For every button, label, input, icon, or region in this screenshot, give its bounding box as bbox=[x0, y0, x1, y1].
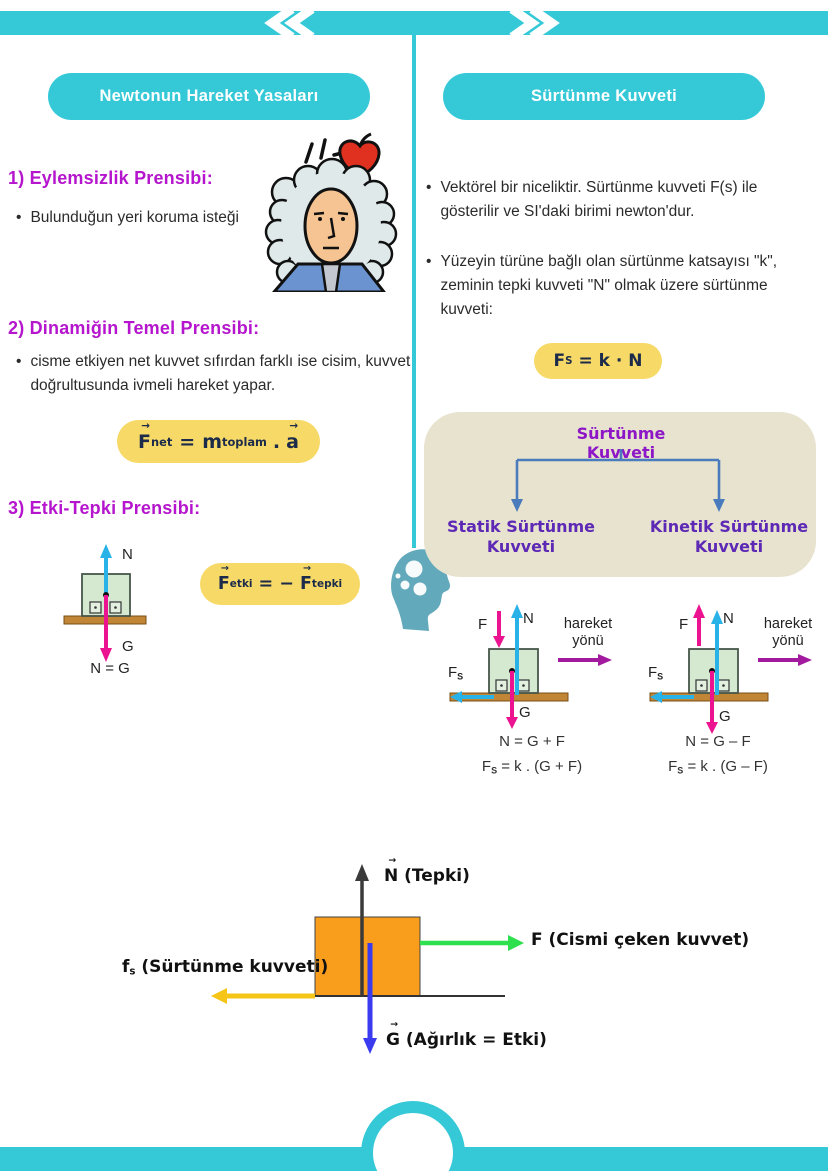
friction-bullet-2-text: Yüzeyin türüne bağlı olan sürtünme katsayısı "k", zeminin tepki kuvveti "N" olmak üzere sürtünme kuvveti: bbox=[440, 253, 778, 319]
label-n: N bbox=[523, 610, 534, 627]
motion-direction-label: hareket yönü bbox=[563, 616, 613, 650]
bottom-banner bbox=[0, 1090, 828, 1171]
weight-label: → G (Ağırlık = Etki) bbox=[386, 1019, 547, 1050]
section1-bullet bbox=[16, 206, 266, 230]
section2-bullet-text: cisme etkiyen net kuvvet sıfırdan farklı ise cisim, kuvvet doğrultusunda ivmeli hareket yapar. bbox=[30, 353, 411, 395]
formula-fnet: → F net = m toplam . → a bbox=[117, 420, 320, 463]
label-g: G bbox=[719, 708, 731, 725]
label-f: F bbox=[478, 616, 488, 633]
label-f: F bbox=[679, 616, 689, 633]
equation-normal: N = G + F bbox=[499, 733, 565, 750]
label-n: N bbox=[723, 610, 734, 627]
vector-f: → F bbox=[138, 419, 152, 453]
friction-bullet-1 bbox=[426, 176, 806, 224]
bullet-icon: • bbox=[426, 253, 432, 270]
vector-f-etki: → F bbox=[217, 563, 230, 594]
face bbox=[305, 189, 357, 263]
tree-branch-static: Statik Sürtünme Kuvveti bbox=[446, 517, 596, 556]
formula-etki-tepki: → F etki = − → F tepki bbox=[200, 563, 360, 605]
motion-direction-label: hareket yönü bbox=[763, 616, 813, 650]
label-fs: $F_S$ bbox=[448, 664, 464, 682]
section3-heading: 3) Etki-Tepki Prensibi: bbox=[8, 498, 201, 518]
section2-bullet bbox=[16, 350, 412, 398]
label-g: G bbox=[519, 704, 531, 721]
tree-root-label: Sürtünme Kuvveti bbox=[576, 424, 666, 462]
left-column-title: Newtonun Hareket Yasaları bbox=[48, 73, 370, 120]
section2-heading: 2) Dinamiğin Temel Prensibi: bbox=[8, 318, 260, 338]
friction-force-label: $f_s$ (Sürtünme kuvveti) bbox=[122, 957, 329, 978]
vector-f-tepki: → F bbox=[299, 563, 312, 594]
equation-friction: $F_S = k$ . (G – F) bbox=[668, 758, 768, 776]
tree-branch-kinetic: Kinetik Sürtünme Kuvveti bbox=[649, 517, 809, 556]
label-g: G bbox=[122, 638, 134, 655]
bullet-icon: • bbox=[426, 179, 432, 196]
bullet-icon: • bbox=[16, 209, 22, 226]
formula-fs: F S = k · N bbox=[534, 343, 662, 379]
vector-a: → a bbox=[286, 419, 299, 453]
column-divider bbox=[412, 35, 416, 548]
equation-n-equals-g: N = G bbox=[90, 660, 130, 677]
equation-friction: $F_S = k$ . (G + F) bbox=[481, 758, 583, 776]
right-column-title: Sürtünme Kuvveti bbox=[443, 73, 765, 120]
label-fs: $F_S$ bbox=[648, 664, 664, 682]
section1-bullet-text: Bulunduğun yeri koruma isteği bbox=[30, 209, 239, 226]
friction-bullet-1-text: Vektörel bir niceliktir. Sürtünme kuvveti F(s) ile gösterilir ve SI'daki birimi newton'dur. bbox=[440, 179, 758, 221]
friction-bullet-2 bbox=[426, 250, 806, 322]
newton-apple-illustration bbox=[256, 130, 406, 292]
normal-force-label: → N (Tepki) bbox=[384, 855, 470, 886]
bullet-icon: • bbox=[16, 353, 22, 370]
section1-heading: 1) Eylemsizlik Prensibi: bbox=[8, 168, 213, 188]
pulling-force-label: F (Cismi çeken kuvvet) bbox=[531, 930, 750, 950]
label-n: N bbox=[122, 546, 133, 563]
equation-normal: N = G – F bbox=[685, 733, 751, 750]
